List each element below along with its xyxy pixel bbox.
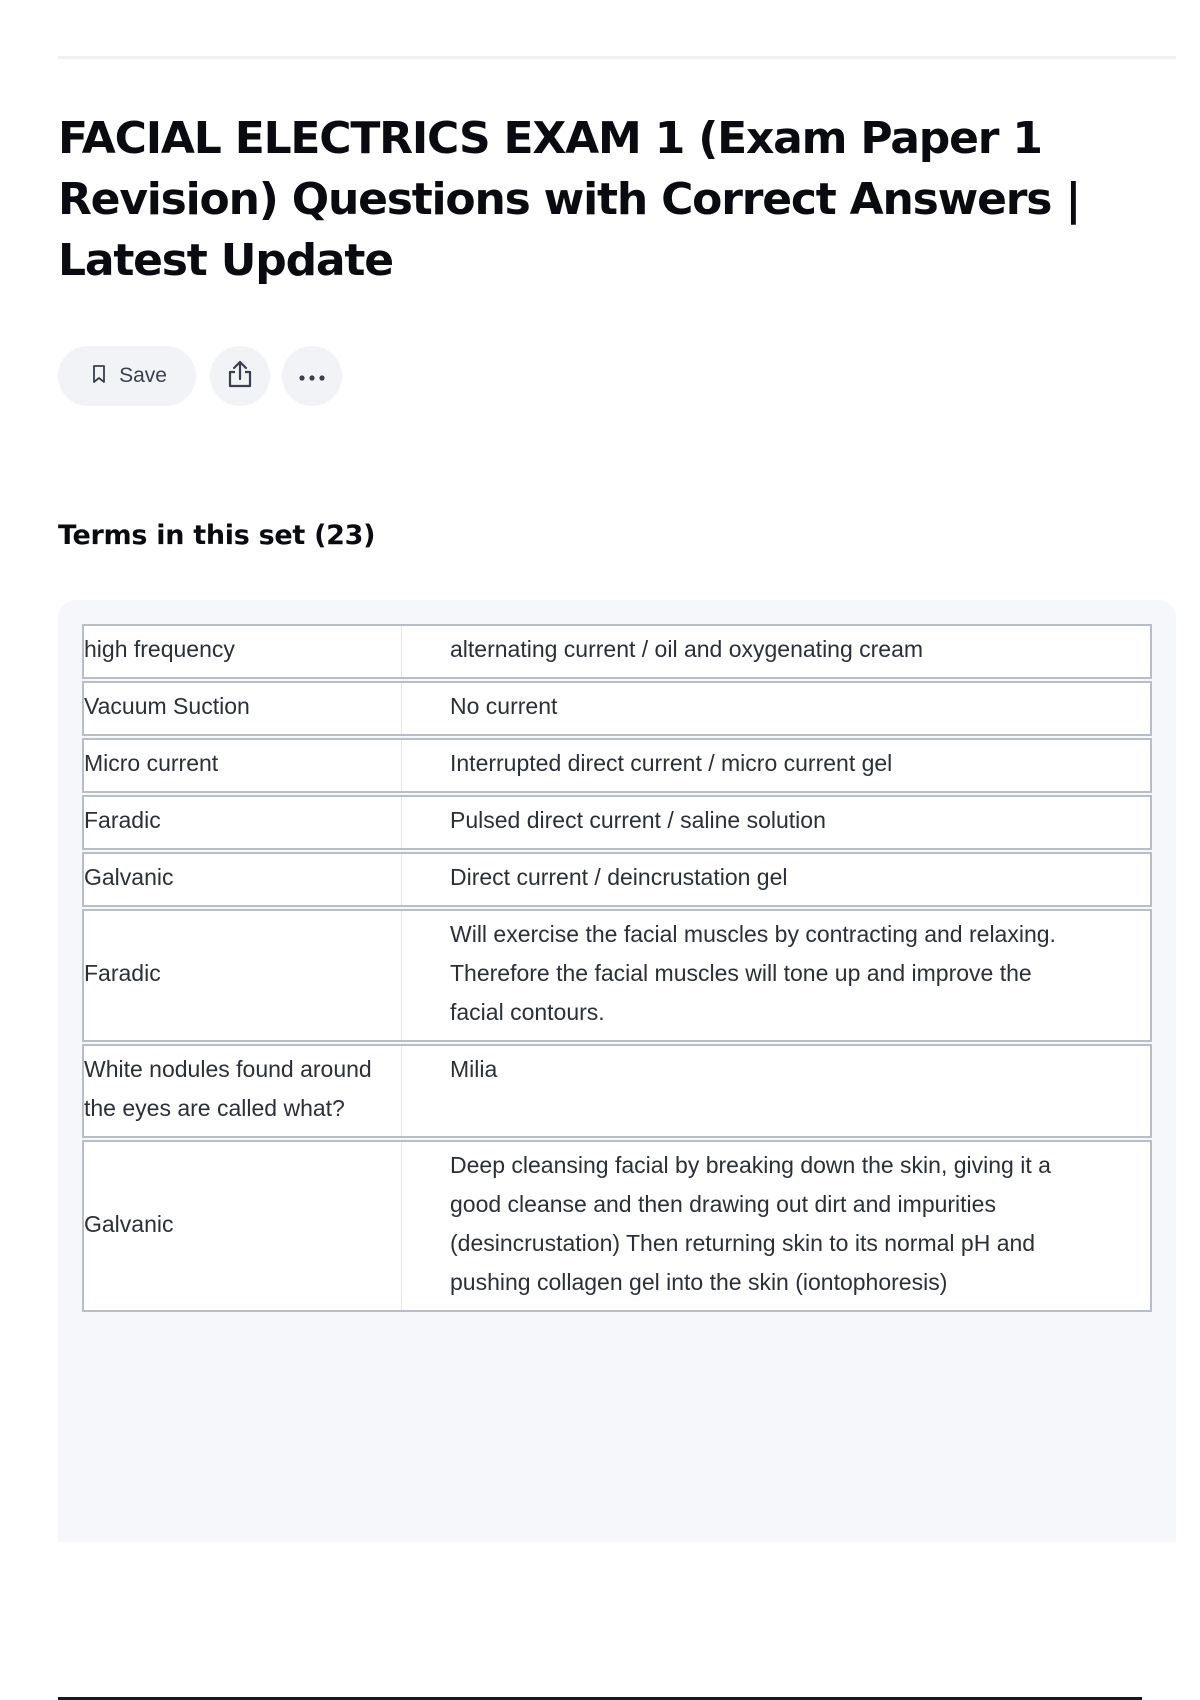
term-row: [82, 909, 1152, 1042]
term-row: [82, 681, 1152, 736]
term-text: White nodules found around the eyes are called what?: [84, 1046, 402, 1136]
definition-text: Milia: [450, 1056, 498, 1082]
bookmark-icon: [91, 364, 107, 388]
definition-text: Interrupted direct current / micro current gel: [450, 750, 893, 776]
term-text: Galvanic: [84, 1142, 402, 1310]
term-row: [82, 1140, 1152, 1312]
more-options-button[interactable]: [282, 346, 342, 406]
definition-text: Will exercise the facial muscles by contracting and relaxing. Therefore the facial muscles will tone up and improve the facial contours.: [450, 921, 1056, 1025]
terms-table: [82, 624, 1152, 1314]
term-text: Galvanic: [84, 854, 402, 905]
term-text: high frequency: [84, 626, 402, 677]
page-title: FACIAL ELECTRICS EXAM 1 (Exam Paper 1 Revision) Questions with Correct Answers | Latest Update: [58, 113, 1081, 286]
definition-text: No current: [450, 693, 558, 719]
save-label: Save: [119, 364, 167, 387]
term-row: [82, 1044, 1152, 1138]
terms-heading: Terms in this set (23): [58, 520, 376, 551]
share-button[interactable]: [210, 346, 270, 406]
term-text: Faradic: [84, 911, 402, 1040]
term-text: Vacuum Suction: [84, 683, 402, 734]
action-bar: [58, 346, 342, 406]
more-icon: [298, 367, 326, 386]
term-row: [82, 738, 1152, 793]
term-row: [82, 624, 1152, 679]
term-text: Micro current: [84, 740, 402, 791]
term-text: Faradic: [84, 797, 402, 848]
save-button[interactable]: [58, 346, 196, 406]
share-icon: [226, 359, 254, 393]
top-divider: [58, 56, 1176, 59]
definition-text: Direct current / deincrustation gel: [450, 864, 788, 890]
definition-text: Pulsed direct current / saline solution: [450, 807, 826, 833]
term-row: [82, 852, 1152, 907]
definition-text: Deep cleansing facial by breaking down the skin, giving it a good cleanse and then drawing out dirt and impurities (desincrustation) Then returning skin to its normal pH and pushing collagen gel into the skin (iontophoresis): [450, 1152, 1051, 1295]
definition-text: alternating current / oil and oxygenating cream: [450, 636, 924, 662]
term-row: [82, 795, 1152, 850]
